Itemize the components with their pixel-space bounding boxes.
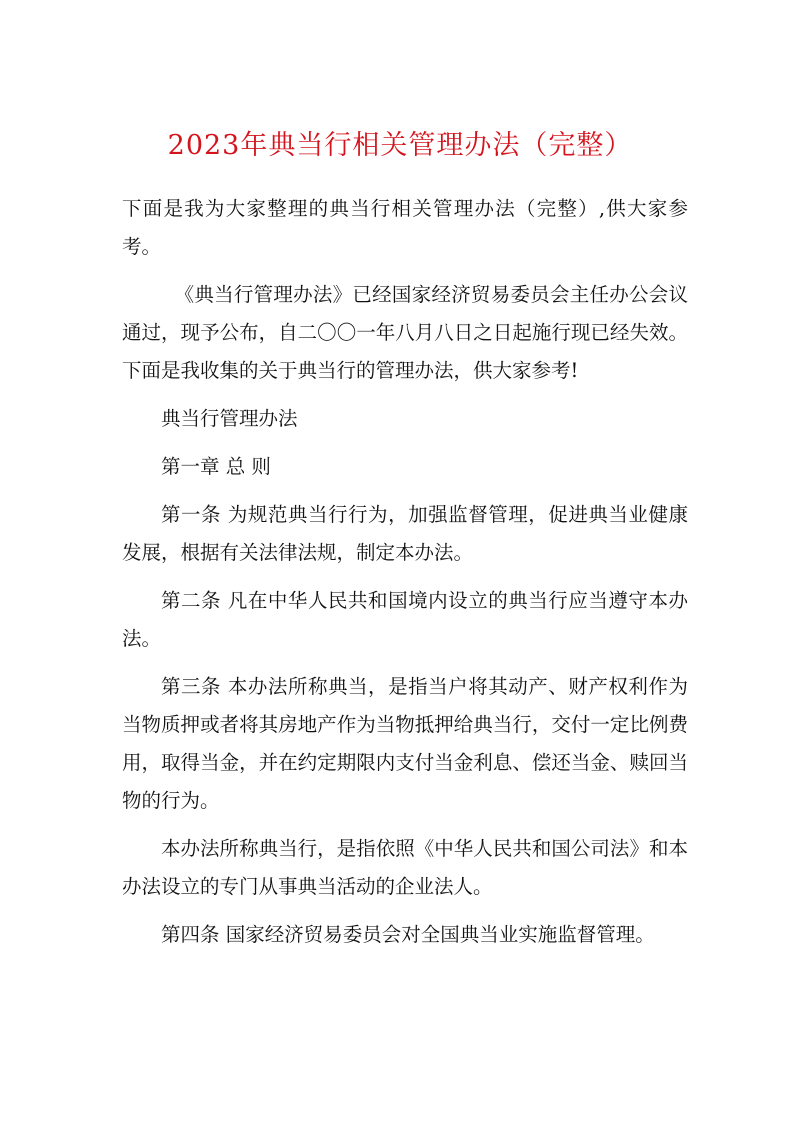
article-2: 第二条 凡在中华人民共和国境内设立的典当行应当遵守本办法。 bbox=[122, 589, 688, 650]
document-body bbox=[122, 190, 688, 964]
section-heading: 典当行管理办法 bbox=[161, 407, 298, 430]
article-3: 第三条 本办法所称典当，是指当户将其动产、财产权利作为当物质押或者将其房地产作为当物抵押给典当行，交付一定比例费用，取得当金，并在约定期限内支付当金利息、偿还当金、赎回当物的行为。 bbox=[122, 675, 688, 812]
chapter-heading: 第一章 总 则 bbox=[161, 455, 271, 478]
article-1: 第一条 为规范典当行行为，加强监督管理，促进典当业健康发展，根据有关法律法规，制定本办法。 bbox=[122, 503, 688, 564]
article-3-definition: 本办法所称典当行，是指依照《中华人民共和国公司法》和本办法设立的专门从事典当活动的企业法人。 bbox=[122, 837, 688, 898]
background-paragraph: 《典当行管理办法》已经国家经济贸易委员会主任办公会议通过，现予公布，自二〇〇一年八月八日之日起施行现已经失效。下面是我收集的关于典当行的管理办法，供大家参考! bbox=[122, 283, 688, 382]
article-4: 第四条 国家经济贸易委员会对全国典当业实施监督管理。 bbox=[161, 923, 655, 946]
intro-paragraph: 下面是我为大家整理的典当行相关管理办法（完整）,供大家参考。 bbox=[122, 197, 688, 258]
document-title: 2023年典当行相关管理办法（完整） bbox=[167, 130, 633, 161]
